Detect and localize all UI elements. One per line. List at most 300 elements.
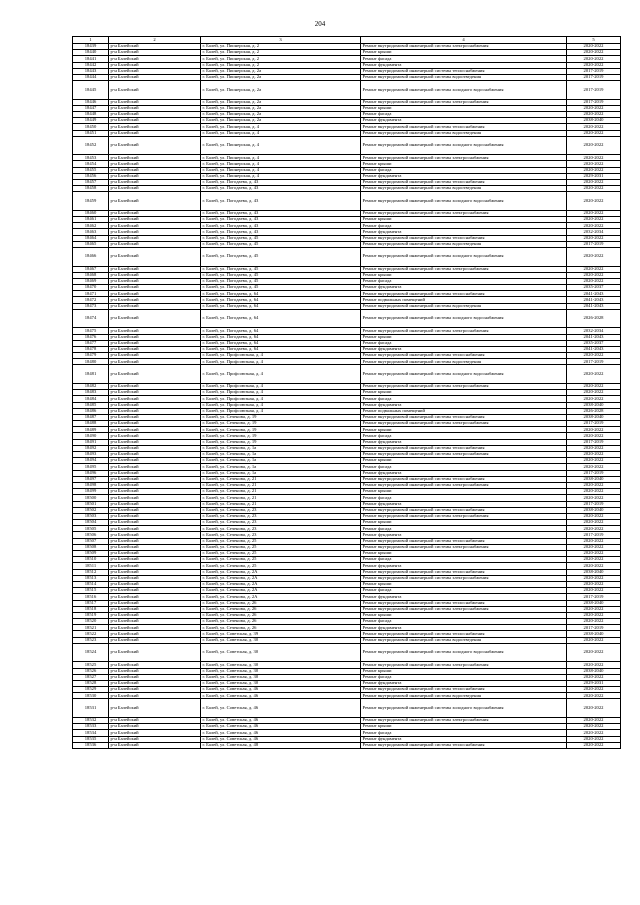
table-cell: р-н Балейский: [109, 612, 201, 618]
table-cell: Ремонт внутридомовой инженерной системы теплоснабжения: [361, 353, 567, 359]
table-cell: р-н Балейский: [109, 383, 201, 389]
table-cell: 2020-2022: [567, 736, 621, 742]
table-row: [73, 248, 621, 267]
table-cell: Ремонт внутридомовой инженерной системы теплоснабжения: [361, 742, 567, 748]
table-cell: Ремонт фундамента: [361, 229, 567, 235]
table-cell: г. Балей, ул. Погодаева, д. 45: [201, 266, 361, 272]
table-cell: р-н Балейский: [109, 297, 201, 303]
table-cell: р-н Балейский: [109, 699, 201, 718]
table-cell: г. Балей, ул. Сеченова, д. 2А: [201, 569, 361, 575]
table-cell: Ремонт подвальных помещений: [361, 408, 567, 414]
table-cell: р-н Балейский: [109, 631, 201, 637]
table-cell: р-н Балейский: [109, 272, 201, 278]
table-cell: 18531: [73, 699, 109, 718]
table-cell: 18493: [73, 452, 109, 458]
table-cell: р-н Балейский: [109, 520, 201, 526]
table-cell: р-н Балейский: [109, 427, 201, 433]
table-cell: 18511: [73, 563, 109, 569]
table-cell: р-н Балейский: [109, 680, 201, 686]
table-cell: Ремонт внутридомовой инженерной системы электроснабжения: [361, 266, 567, 272]
table-cell: Ремонт фасада: [361, 433, 567, 439]
table-cell: 18462: [73, 223, 109, 229]
table-cell: 2038-2040: [567, 631, 621, 637]
table-cell: Ремонт фундамента: [361, 594, 567, 600]
table-cell: 18498: [73, 482, 109, 488]
table-cell: Ремонт фундамента: [361, 173, 567, 179]
table-cell: Ремонт внутридомовой инженерной системы электроснабжения: [361, 155, 567, 161]
table-cell: Ремонт внутридомовой инженерной системы электроснабжения: [361, 513, 567, 519]
table-cell: 18523: [73, 637, 109, 643]
table-cell: Ремонт внутридомовой инженерной системы электроснабжения: [361, 328, 567, 334]
table-cell: г. Балей, ул. Сеченова, д. 26: [201, 606, 361, 612]
table-cell: р-н Балейский: [109, 575, 201, 581]
table-cell: 2020-2022: [567, 458, 621, 464]
table-cell: 2020-2022: [567, 105, 621, 111]
table-cell: р-н Балейский: [109, 340, 201, 346]
table-cell: 2020-2022: [567, 526, 621, 532]
table-cell: г. Балей, ул. Сеченова, д. 25: [201, 563, 361, 569]
table-cell: 2020-2022: [567, 687, 621, 693]
table-cell: 2020-2022: [567, 699, 621, 718]
table-cell: 2020-2022: [567, 124, 621, 130]
table-row: [73, 742, 621, 748]
table-cell: Ремонт фасада: [361, 730, 567, 736]
table-cell: 18500: [73, 495, 109, 501]
table-row: [73, 81, 621, 100]
table-cell: р-н Балейский: [109, 501, 201, 507]
table-cell: р-н Балейский: [109, 470, 201, 476]
table-cell: г. Балей, ул. Советская, д. 30: [201, 662, 361, 668]
table-cell: г. Балей, ул. Профсоюзная, д. 4: [201, 396, 361, 402]
table-cell: р-н Балейский: [109, 173, 201, 179]
table-cell: 2020-2022: [567, 136, 621, 155]
table-cell: Ремонт внутридомовой инженерной системы электроснабжения: [361, 421, 567, 427]
table-cell: 18448: [73, 112, 109, 118]
table-cell: Ремонт фундамента: [361, 439, 567, 445]
table-cell: 2017-2019: [567, 421, 621, 427]
table-cell: Ремонт внутридомовой инженерной системы теплоснабжения: [361, 445, 567, 451]
table-cell: Ремонт внутридомовой инженерной системы холодного водоснабжения: [361, 643, 567, 662]
table-cell: 2017-2019: [567, 241, 621, 247]
table-cell: г. Балей, ул. Сеченова, д. 26: [201, 612, 361, 618]
column-header: 1: [73, 37, 109, 44]
table-header-row: [73, 37, 621, 44]
table-cell: 18505: [73, 526, 109, 532]
table-cell: 18466: [73, 248, 109, 267]
table-cell: Ремонт внутридомовой инженерной системы водоотведения: [361, 637, 567, 643]
table-cell: 18507: [73, 538, 109, 544]
table-cell: 2020-2022: [567, 445, 621, 451]
table-cell: Ремонт внутридомовой инженерной системы водоотведения: [361, 186, 567, 192]
table-cell: 2032-2034: [567, 229, 621, 235]
table-cell: р-н Балейский: [109, 402, 201, 408]
table-cell: 2020-2022: [567, 693, 621, 699]
table-cell: р-н Балейский: [109, 130, 201, 136]
table-cell: Ремонт фасада: [361, 588, 567, 594]
table-cell: г. Балей, ул. Сеченова, д. 26: [201, 625, 361, 631]
table-cell: 18504: [73, 520, 109, 526]
table-cell: 18450: [73, 124, 109, 130]
table-cell: г. Балей, ул. Погодаева, д. 43: [201, 180, 361, 186]
table-cell: г. Балей, ул. Сеченова, д. 19: [201, 427, 361, 433]
table-cell: 18472: [73, 297, 109, 303]
table-cell: г. Балей, ул. Погодаева, д. 43: [201, 217, 361, 223]
table-cell: Ремонт внутридомовой инженерной системы электроснабжения: [361, 482, 567, 488]
table-cell: Ремонт крыши: [361, 334, 567, 340]
table-cell: 2020-2022: [567, 383, 621, 389]
table-cell: р-н Балейский: [109, 495, 201, 501]
table-cell: 18522: [73, 631, 109, 637]
table-cell: Ремонт внутридомовой инженерной системы водоотведения: [361, 693, 567, 699]
table-cell: 18456: [73, 173, 109, 179]
table-cell: 2020-2022: [567, 235, 621, 241]
table-cell: р-н Балейский: [109, 155, 201, 161]
table-cell: г. Балей, ул. Погодаева, д. 45: [201, 285, 361, 291]
table-cell: 2020-2022: [567, 452, 621, 458]
table-cell: р-н Балейский: [109, 482, 201, 488]
table-cell: р-н Балейский: [109, 334, 201, 340]
table-cell: г. Балей, ул. Пионерская, д. 2: [201, 56, 361, 62]
table-cell: 18464: [73, 235, 109, 241]
table-cell: г. Балей, ул. Сеченова, д. 19: [201, 433, 361, 439]
table-cell: г. Балей, ул. Пионерская, д. 2а: [201, 81, 361, 100]
table-cell: г. Балей, ул. Погодаева, д. 43: [201, 186, 361, 192]
table-cell: 18454: [73, 161, 109, 167]
table-cell: Ремонт внутридомовой инженерной системы теплоснабжения: [361, 235, 567, 241]
table-cell: р-н Балейский: [109, 637, 201, 643]
table-cell: р-н Балейский: [109, 544, 201, 550]
table-cell: 18516: [73, 594, 109, 600]
table-cell: 18528: [73, 680, 109, 686]
table-cell: 18463: [73, 229, 109, 235]
table-cell: р-н Балейский: [109, 353, 201, 359]
table-cell: Ремонт внутридомовой инженерной системы теплоснабжения: [361, 180, 567, 186]
table-cell: р-н Балейский: [109, 742, 201, 748]
table-cell: 18444: [73, 74, 109, 80]
table-cell: 18455: [73, 167, 109, 173]
table-cell: г. Балей, ул. Погодаева, д. 45: [201, 278, 361, 284]
table-cell: г. Балей, ул. Погодаева, д. 64: [201, 303, 361, 309]
table-cell: Ремонт подвальных помещений: [361, 297, 567, 303]
table-cell: г. Балей, ул. Профсоюзная, д. 4: [201, 390, 361, 396]
table-cell: г. Балей, ул. Погодаева, д. 45: [201, 235, 361, 241]
table-cell: г. Балей, ул. Профсоюзная, д. 4: [201, 359, 361, 365]
table-cell: 2029-2031: [567, 173, 621, 179]
table-cell: 2020-2022: [567, 742, 621, 748]
table-cell: р-н Балейский: [109, 588, 201, 594]
table-cell: 2020-2022: [567, 217, 621, 223]
table-cell: 18494: [73, 458, 109, 464]
table-cell: Ремонт внутридомовой инженерной системы электроснабжения: [361, 717, 567, 723]
table-cell: г. Балей, ул. Погодаева, д. 43: [201, 223, 361, 229]
table-cell: Ремонт фундамента: [361, 346, 567, 352]
table-cell: г. Балей, ул. Сеченова, д. 2А: [201, 581, 361, 587]
table-cell: г. Балей, ул. Сеченова, д. 21: [201, 495, 361, 501]
table-row: [73, 365, 621, 384]
table-cell: Ремонт фундамента: [361, 563, 567, 569]
table-cell: 18527: [73, 674, 109, 680]
table-cell: р-н Балейский: [109, 476, 201, 482]
table-cell: г. Балей, ул. Погодаева, д. 45: [201, 272, 361, 278]
column-header: 4: [361, 37, 567, 44]
table-cell: Ремонт крыши: [361, 612, 567, 618]
table-cell: Ремонт внутридомовой инженерной системы электроснабжения: [361, 662, 567, 668]
table-cell: Ремонт крыши: [361, 520, 567, 526]
table-cell: Ремонт крыши: [361, 668, 567, 674]
table-cell: 18473: [73, 303, 109, 309]
table-cell: Ремонт фасада: [361, 167, 567, 173]
table-cell: 2020-2022: [567, 557, 621, 563]
table-cell: 2020-2022: [567, 433, 621, 439]
table-cell: г. Балей, ул. Погодаева, д. 64: [201, 328, 361, 334]
table-cell: Ремонт фундамента: [361, 285, 567, 291]
table-cell: Ремонт крыши: [361, 724, 567, 730]
table-cell: Ремонт фасада: [361, 557, 567, 563]
table-cell: 2020-2022: [567, 612, 621, 618]
table-cell: 18521: [73, 625, 109, 631]
table-cell: Ремонт фундамента: [361, 532, 567, 538]
table-cell: Ремонт крыши: [361, 551, 567, 557]
table-cell: Ремонт внутридомовой инженерной системы теплоснабжения: [361, 414, 567, 420]
table-cell: Ремонт внутридомовой инженерной системы холодного водоснабжения: [361, 136, 567, 155]
table-cell: р-н Балейский: [109, 309, 201, 328]
table-cell: р-н Балейский: [109, 56, 201, 62]
table-cell: р-н Балейский: [109, 414, 201, 420]
table-cell: Ремонт внутридомовой инженерной системы водоотведения: [361, 359, 567, 365]
table-cell: 2020-2022: [567, 44, 621, 50]
table-cell: Ремонт фасада: [361, 112, 567, 118]
table-cell: г. Балей, ул. Сеченова, д. 25: [201, 538, 361, 544]
table-cell: 18529: [73, 687, 109, 693]
table-cell: 2020-2022: [567, 520, 621, 526]
table-cell: Ремонт фасада: [361, 278, 567, 284]
table-cell: г. Балей, ул. Сеченова, д. 19: [201, 421, 361, 427]
table-cell: 2020-2022: [567, 396, 621, 402]
table-cell: р-н Балейский: [109, 62, 201, 68]
table-cell: г. Балей, ул. Сеченова, д. 21: [201, 489, 361, 495]
table-cell: 18492: [73, 445, 109, 451]
table-cell: 18508: [73, 544, 109, 550]
table-cell: г. Балей, ул. Советская, д. 46: [201, 717, 361, 723]
table-cell: 2017-2019: [567, 501, 621, 507]
table-cell: г. Балей, ул. Пионерская, д. 2а: [201, 105, 361, 111]
table-row: [73, 192, 621, 211]
table-cell: Ремонт внутридомовой инженерной системы электроснабжения: [361, 575, 567, 581]
table-cell: 18535: [73, 736, 109, 742]
table-cell: 2017-2019: [567, 359, 621, 365]
table-cell: 2017-2019: [567, 439, 621, 445]
table-cell: Ремонт фасада: [361, 223, 567, 229]
table-cell: Ремонт фундамента: [361, 680, 567, 686]
table-cell: 2029-2031: [567, 680, 621, 686]
table-cell: 18513: [73, 575, 109, 581]
table-cell: Ремонт крыши: [361, 458, 567, 464]
table-cell: 18509: [73, 551, 109, 557]
table-cell: г. Балей, ул. Советская, д. 48: [201, 742, 361, 748]
table-body: [73, 44, 621, 749]
table-cell: р-н Балейский: [109, 229, 201, 235]
table-cell: 18515: [73, 588, 109, 594]
table-cell: Ремонт внутридомовой инженерной системы электроснабжения: [361, 544, 567, 550]
table-cell: 2020-2022: [567, 619, 621, 625]
table-cell: р-н Балейский: [109, 643, 201, 662]
table-cell: 2020-2022: [567, 730, 621, 736]
table-cell: 18526: [73, 668, 109, 674]
table-cell: 2020-2022: [567, 112, 621, 118]
table-cell: г. Балей, ул. Профсоюзная, д. 4: [201, 353, 361, 359]
table-cell: р-н Балейский: [109, 606, 201, 612]
table-cell: Ремонт фундамента: [361, 402, 567, 408]
table-cell: р-н Балейский: [109, 489, 201, 495]
table-cell: г. Балей, ул. Пионерская, д. 2а: [201, 112, 361, 118]
table-cell: р-н Балейский: [109, 136, 201, 155]
table-cell: г. Балей, ул. Сеченова, д. 21: [201, 476, 361, 482]
table-cell: 2026-2028: [567, 408, 621, 414]
table-cell: р-н Балейский: [109, 538, 201, 544]
table-cell: 2020-2022: [567, 210, 621, 216]
table-cell: р-н Балейский: [109, 241, 201, 247]
table-cell: 18495: [73, 464, 109, 470]
table-cell: 2020-2022: [567, 353, 621, 359]
table-cell: 18501: [73, 501, 109, 507]
table-cell: 2020-2022: [567, 167, 621, 173]
table-cell: р-н Балейский: [109, 526, 201, 532]
table-cell: г. Балей, ул. Погодаева, д. 64: [201, 309, 361, 328]
table-cell: р-н Балейский: [109, 210, 201, 216]
table-cell: 2038-2040: [567, 668, 621, 674]
table-cell: 2020-2022: [567, 551, 621, 557]
table-cell: Ремонт внутридомовой инженерной системы холодного водоснабжения: [361, 192, 567, 211]
table-cell: 18488: [73, 421, 109, 427]
table-cell: р-н Балейский: [109, 74, 201, 80]
table-cell: р-н Балейский: [109, 569, 201, 575]
table-cell: Ремонт фасада: [361, 526, 567, 532]
table-cell: Ремонт крыши: [361, 50, 567, 56]
table-cell: г. Балей, ул. Пионерская, д. 4: [201, 155, 361, 161]
table-cell: г. Балей, ул. Сеченова, д. 19: [201, 414, 361, 420]
table-cell: г. Балей, ул. Советская, д. 46: [201, 730, 361, 736]
table-cell: 2041-2043: [567, 303, 621, 309]
table-cell: г. Балей, ул. Советская, д. 46: [201, 736, 361, 742]
table-cell: р-н Балейский: [109, 600, 201, 606]
table-cell: г. Балей, ул. Погодаева, д. 43: [201, 192, 361, 211]
table-cell: р-н Балейский: [109, 118, 201, 124]
table-cell: 2020-2022: [567, 544, 621, 550]
table-cell: г. Балей, ул. Сеченова, д. 25: [201, 557, 361, 563]
table-cell: р-н Балейский: [109, 217, 201, 223]
table-cell: 2017-2019: [567, 625, 621, 631]
table-cell: 18481: [73, 365, 109, 384]
table-cell: 2020-2022: [567, 161, 621, 167]
table-cell: р-н Балейский: [109, 452, 201, 458]
table-cell: р-н Балейский: [109, 532, 201, 538]
table-cell: р-н Балейский: [109, 674, 201, 680]
table-cell: 18467: [73, 266, 109, 272]
table-cell: 2020-2022: [567, 717, 621, 723]
table-cell: г. Балей, ул. Сеченова, д. 21: [201, 482, 361, 488]
table-cell: Ремонт крыши: [361, 489, 567, 495]
table-cell: р-н Балейский: [109, 421, 201, 427]
table-cell: 18452: [73, 136, 109, 155]
table-cell: г. Балей, ул. Сеченова, д. 23: [201, 507, 361, 513]
table-cell: г. Балей, ул. Сеченова, д. 1а: [201, 470, 361, 476]
table-cell: 18453: [73, 155, 109, 161]
table-cell: 18441: [73, 56, 109, 62]
table-cell: 2038-2040: [567, 600, 621, 606]
table-cell: р-н Балейский: [109, 285, 201, 291]
table-cell: г. Балей, ул. Пионерская, д. 2а: [201, 68, 361, 74]
table-cell: г. Балей, ул. Погодаева, д. 64: [201, 291, 361, 297]
table-cell: р-н Балейский: [109, 693, 201, 699]
table-cell: г. Балей, ул. Пионерская, д. 4: [201, 124, 361, 130]
table-cell: р-н Балейский: [109, 594, 201, 600]
table-cell: г. Балей, ул. Пионерская, д. 2а: [201, 99, 361, 105]
table-cell: р-н Балейский: [109, 365, 201, 384]
table-cell: 18482: [73, 383, 109, 389]
table-cell: 18443: [73, 68, 109, 74]
table-cell: 2020-2022: [567, 427, 621, 433]
table-cell: 18470: [73, 285, 109, 291]
table-cell: Ремонт фундамента: [361, 62, 567, 68]
table-cell: Ремонт фундамента: [361, 118, 567, 124]
table-cell: 18440: [73, 50, 109, 56]
table-cell: 2020-2022: [567, 674, 621, 680]
table-cell: 2017-2019: [567, 532, 621, 538]
table-cell: р-н Балейский: [109, 513, 201, 519]
table-cell: 2020-2022: [567, 56, 621, 62]
table-cell: 2020-2022: [567, 724, 621, 730]
table-cell: 2020-2022: [567, 223, 621, 229]
table-cell: г. Балей, ул. Сеченова, д. 26: [201, 600, 361, 606]
table-cell: 18536: [73, 742, 109, 748]
table-cell: Ремонт фасада: [361, 495, 567, 501]
table-cell: Ремонт крыши: [361, 427, 567, 433]
table-cell: р-н Балейский: [109, 248, 201, 267]
table-cell: 2035-2037: [567, 340, 621, 346]
table-cell: 18520: [73, 619, 109, 625]
table-cell: р-н Балейский: [109, 291, 201, 297]
table-cell: г. Балей, ул. Пионерская, д. 4: [201, 173, 361, 179]
table-cell: р-н Балейский: [109, 161, 201, 167]
table-cell: Ремонт внутридомовой инженерной системы теплоснабжения: [361, 569, 567, 575]
table-cell: 2020-2022: [567, 538, 621, 544]
table-cell: 18496: [73, 470, 109, 476]
table-cell: г. Балей, ул. Сеченова, д. 1а: [201, 458, 361, 464]
table-cell: р-н Балейский: [109, 557, 201, 563]
table-cell: 18460: [73, 210, 109, 216]
table-cell: р-н Балейский: [109, 563, 201, 569]
table-cell: 18497: [73, 476, 109, 482]
table-cell: 18458: [73, 186, 109, 192]
table-cell: г. Балей, ул. Сеченова, д. 1а: [201, 445, 361, 451]
table-cell: Ремонт внутридомовой инженерной системы водоотведения: [361, 130, 567, 136]
table-cell: г. Балей, ул. Советская, д. 39: [201, 631, 361, 637]
table-cell: г. Балей, ул. Советская, д. 30: [201, 637, 361, 643]
table-cell: 2020-2022: [567, 278, 621, 284]
table-cell: 2041-2043: [567, 297, 621, 303]
table-cell: 2038-2040: [567, 118, 621, 124]
table-cell: 2020-2022: [567, 662, 621, 668]
table-cell: Ремонт внутридомовой инженерной системы водоотведения: [361, 74, 567, 80]
table-cell: 2020-2022: [567, 563, 621, 569]
table-cell: р-н Балейский: [109, 433, 201, 439]
table-cell: 18503: [73, 513, 109, 519]
table-cell: Ремонт фундамента: [361, 625, 567, 631]
table-cell: г. Балей, ул. Пионерская, д. 2а: [201, 74, 361, 80]
table-cell: Ремонт внутридомовой инженерной системы теплоснабжения: [361, 124, 567, 130]
table-cell: р-н Балейский: [109, 730, 201, 736]
table-row: [73, 309, 621, 328]
